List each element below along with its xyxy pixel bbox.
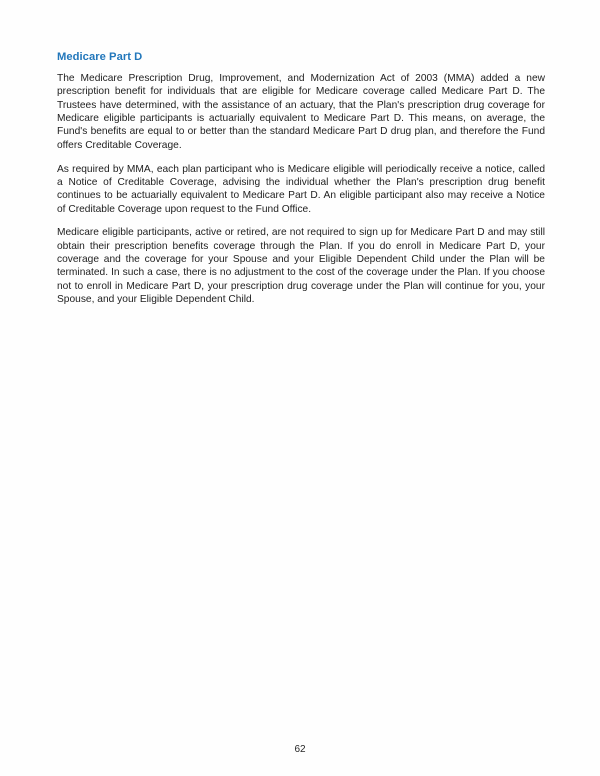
body-paragraph: Medicare eligible participants, active or retired, are not required to sign up for Medicare Part D and may still obtain their prescription benefits coverage through the Plan. If you do enroll in Medicare Part D, your coverage and the coverage for your Spouse and your Eligible Dependent Child under the Plan will be terminated. In such a case, there is no adjustment to the cost of the coverage under the Plan. If you choose not to enroll in Medicare Part D, your prescription drug coverage under the Plan will continue for you, your Spouse, and your Eligible Dependent Child. [57, 227, 545, 306]
page-number: 62 [294, 744, 306, 755]
page-footer [0, 739, 600, 757]
body-paragraph: The Medicare Prescription Drug, Improvement, and Modernization Act of 2003 (MMA) added a new prescription benefit for individuals that are eligible for Medicare coverage called Medicare Part D. The Trustees have determined, with the assistance of an actuary, that the Plan's prescription drug coverage for Medicare eligible participants is actuarially equivalent to Medicare Part D. This means, on average, the Fund's benefits are equal to or better than the standard Medicare Part D drug plan, and therefore the Fund offers Creditable Coverage. [57, 73, 545, 151]
body-paragraph: As required by MMA, each plan participant who is Medicare eligible will periodically receive a notice, called a Notice of Creditable Coverage, advising the individual whether the Plan's prescription drug benefit continues to be actuarially equivalent to Medicare Part D. An eligible participant also may receive a Notice of Creditable Coverage upon request to the Fund Office. [57, 163, 545, 215]
page-content [57, 50, 545, 307]
section-heading-medicare-part-d: Medicare Part D [57, 51, 143, 63]
